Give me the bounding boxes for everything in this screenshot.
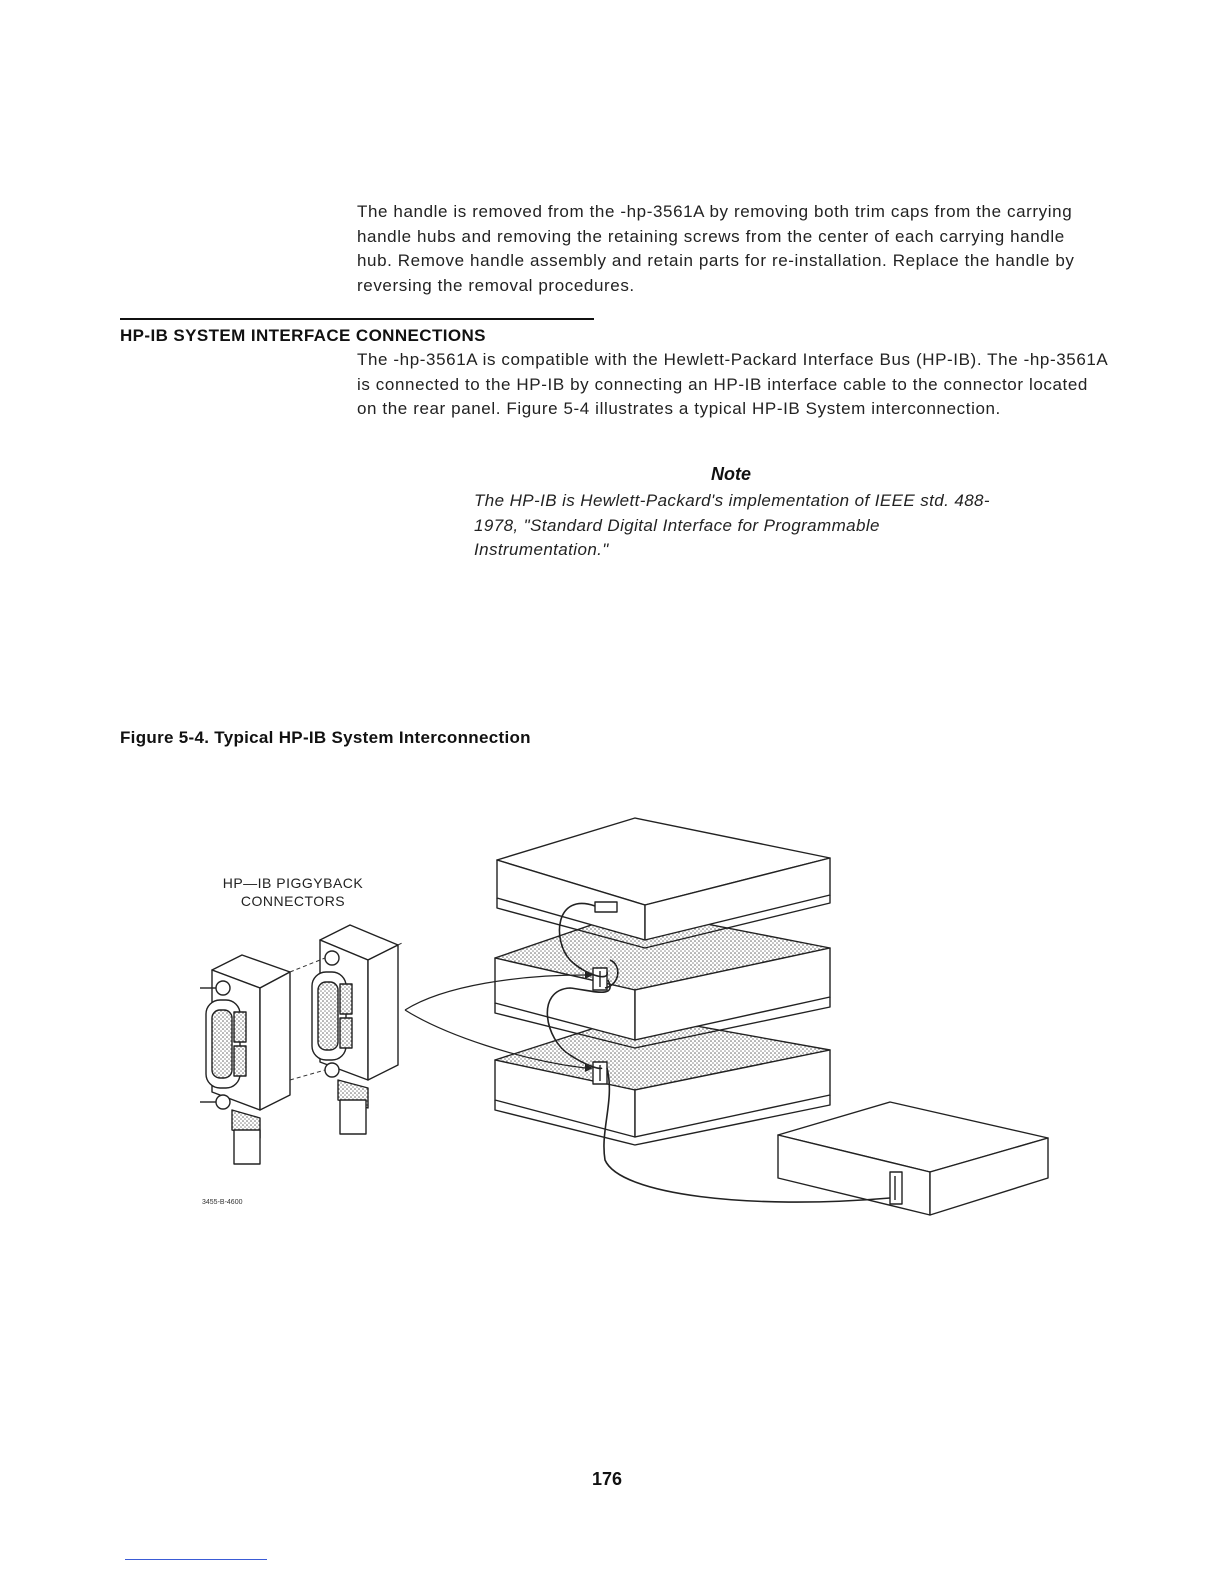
bottom-line (125, 1559, 267, 1560)
right-hpib-connector (890, 1172, 902, 1204)
note-title: Note (711, 464, 751, 484)
piggyback-connector-front (200, 955, 290, 1164)
instrument-right (778, 1102, 1048, 1215)
instrument-top (497, 818, 830, 948)
top-hpib-connector (595, 902, 617, 912)
figure-caption: Figure 5-4. Typical HP-IB System Interconnection (120, 728, 531, 747)
figure-label-line2: CONNECTORS (240, 893, 346, 909)
piggyback-connector-rear (312, 925, 398, 1134)
interconnection-illustration (190, 800, 1070, 1220)
section-heading: HP-IB SYSTEM INTERFACE CONNECTIONS (120, 326, 486, 345)
page-number: 176 (592, 1469, 623, 1489)
handle-removal-paragraph: The handle is removed from the -hp-3561A by removing both trim caps from the carrying handle hubs and removing the retaining screws from the center of each carrying handle hub. Remove handle assembly and retain parts for re-installation. Replace the handle by reversing the removal procedures. (357, 202, 1075, 295)
figure-code: 3455-B-4600 (202, 1199, 243, 1206)
section-paragraph: The -hp-3561A is compatible with the Hewlett-Packard Interface Bus (HP-IB). The -hp-3561A is connected to the HP-IB by connecting an HP-IB interface cable to the connector located on the rear panel. Figure 5-4 illustrates a typical HP-IB System interconnection. (357, 350, 1108, 418)
bottom-hpib-connector (593, 1062, 607, 1084)
middle-hpib-connector (593, 968, 607, 990)
figure-label-line1: HP—IB PIGGYBACK (222, 875, 364, 891)
section-rule (120, 318, 594, 320)
note-text: The HP-IB is Hewlett-Packard's implementation of IEEE std. 488-1978, "Standard Digital Interface for Programmable Instrumentation." (474, 491, 990, 559)
